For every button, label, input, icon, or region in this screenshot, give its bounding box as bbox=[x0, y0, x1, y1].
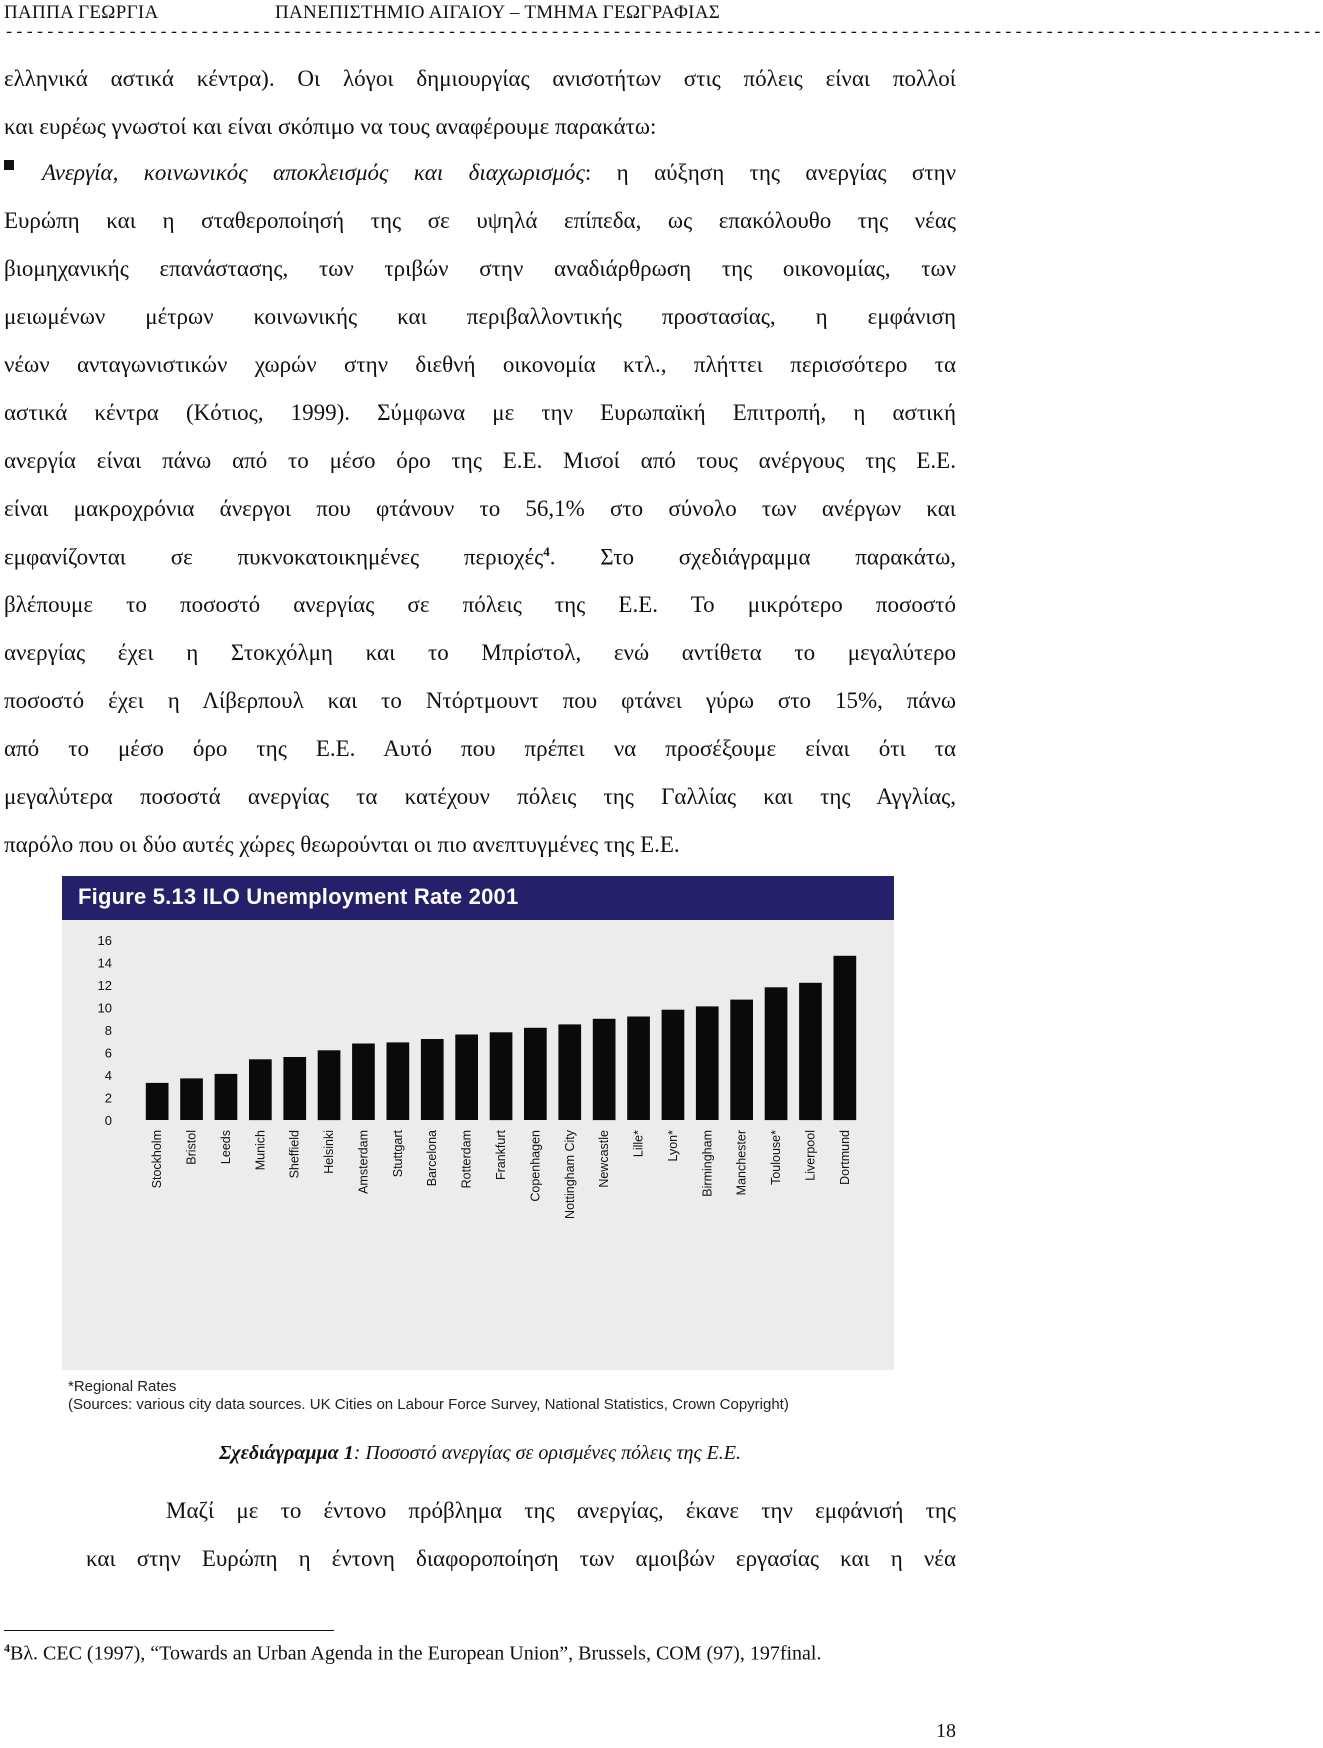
footnote bbox=[4, 1641, 821, 1666]
bar bbox=[490, 1032, 513, 1120]
text-span: εμφανίζονται σε πυκνοκατοικημένες περιοχές bbox=[4, 544, 544, 570]
text-line: αστικά κέντρα (Κότιος, 1999). Σύμφωνα με την Ευρωπαϊκή Επιτροπή, η αστική bbox=[4, 400, 956, 425]
text-line: Ευρώπη και η σταθεροποίησή της σε υψηλά επίπεδα, ως επακόλουθο της νέας bbox=[4, 208, 956, 233]
bar bbox=[799, 983, 822, 1120]
text-span: : η αύξηση της ανεργίας στην bbox=[584, 160, 956, 185]
text-line: μειωμένων μέτρων κοινωνικής και περιβαλλοντικής προστασίας, η εμφάνιση bbox=[4, 304, 956, 329]
y-tick-label: 8 bbox=[104, 1023, 112, 1038]
sources-note: (Sources: various city data sources. UK Cities on Labour Force Survey, National Statistics, Crown Copyright) bbox=[68, 1396, 789, 1413]
y-tick-label: 16 bbox=[97, 933, 112, 948]
bullet-icon bbox=[4, 160, 14, 170]
header-institution: ΠΑΝΕΠΙΣΤΗΜΙΟ ΑΙΓΑΙΟΥ – ΤΜΗΜΑ ΓΕΩΓΡΑΦΙΑΣ bbox=[275, 2, 721, 23]
text-line: ελληνικά αστικά κέντρα). Οι λόγοι δημιουργίας ανισοτήτων στις πόλεις είναι πολλοί bbox=[4, 66, 956, 91]
x-tick-label: Amsterdam bbox=[356, 1130, 371, 1194]
figure bbox=[48, 876, 894, 1421]
text-line: παρόλο που οι δύο αυτές χώρες θεωρούνται οι πιο ανεπτυγμένες της Ε.Ε. bbox=[4, 832, 680, 857]
caption-label: Σχεδιάγραμμα 1 bbox=[218, 1442, 354, 1464]
text-line: μεγαλύτερα ποσοστά ανεργίας τα κατέχουν πόλεις της Γαλλίας και της Αγγλίας, bbox=[4, 784, 956, 809]
y-tick-label: 14 bbox=[97, 955, 112, 971]
bar bbox=[180, 1078, 203, 1120]
figure-title: Figure 5.13 ILO Unemployment Rate 2001 bbox=[78, 884, 519, 909]
x-tick-label: Manchester bbox=[734, 1130, 749, 1196]
bar bbox=[765, 987, 788, 1120]
caption-text: : Ποσοστό ανεργίας σε ορισμένες πόλεις της Ε.Ε. bbox=[353, 1442, 742, 1464]
x-tick-label: Frankfurt bbox=[494, 1130, 508, 1181]
text-line: ανεργία είναι πάνω από το μέσο όρο της Ε.Ε. Μισοί από τους ανέργους της Ε.Ε. bbox=[4, 448, 956, 473]
x-tick-label: Bristol bbox=[184, 1130, 199, 1165]
x-tick-label: Birmingham bbox=[700, 1130, 715, 1197]
x-tick-label: Copenhagen bbox=[528, 1130, 543, 1202]
bar bbox=[283, 1057, 306, 1120]
x-tick-label: Sheffield bbox=[287, 1130, 302, 1179]
x-tick-label: Rotterdam bbox=[459, 1130, 474, 1189]
bar bbox=[352, 1044, 375, 1121]
x-tick-label: Lille* bbox=[631, 1130, 646, 1158]
x-tick-label: Nottingham City bbox=[562, 1130, 577, 1219]
x-tick-label: Helsinki bbox=[322, 1130, 337, 1174]
header-author: ΠΑΠΠΑ ΓΕΩΡΓΙΑ bbox=[4, 2, 159, 23]
bar bbox=[696, 1006, 719, 1120]
regional-rates-note: *Regional Rates bbox=[68, 1378, 177, 1395]
text-line: και ευρέως γνωστοί και είναι σκόπιμο να τους αναφέρουμε παρακάτω: bbox=[4, 114, 657, 139]
x-tick-label: Dortmund bbox=[837, 1130, 852, 1185]
bar bbox=[558, 1024, 581, 1120]
y-tick-label: 4 bbox=[104, 1068, 112, 1083]
footnote-marker: 4 bbox=[543, 544, 550, 559]
y-tick-label: 6 bbox=[104, 1045, 112, 1061]
bar-chart bbox=[62, 920, 894, 1370]
text-line bbox=[42, 160, 956, 186]
bar bbox=[524, 1028, 547, 1120]
bar bbox=[730, 1000, 753, 1120]
text-span: . Στο σχεδιάγραμμα παρακάτω, bbox=[549, 544, 956, 570]
bar bbox=[627, 1017, 650, 1121]
footnote-number: 4 bbox=[4, 1641, 10, 1655]
footnote-text: Βλ. CEC (1997), “Towards an Urban Agenda in the European Union”, Brussels, COM (97), 197final. bbox=[10, 1642, 822, 1665]
x-tick-label: Leeds bbox=[219, 1130, 233, 1165]
figure-title-bar bbox=[62, 876, 894, 920]
figure-caption bbox=[0, 1442, 960, 1465]
y-tick-label: 0 bbox=[104, 1113, 112, 1128]
bar bbox=[387, 1042, 410, 1120]
x-tick-label: Newcastle bbox=[597, 1130, 612, 1188]
text-line: Μαζί με το έντονο πρόβλημα της ανεργίας, έκανε την εμφάνισή της bbox=[166, 1498, 956, 1523]
text-line: είναι μακροχρόνια άνεργοι που φτάνουν το 56,1% στο σύνολο των ανέργων και bbox=[4, 496, 956, 521]
bar bbox=[593, 1019, 616, 1120]
bar bbox=[318, 1050, 341, 1120]
bar bbox=[455, 1035, 478, 1121]
bar bbox=[662, 1010, 685, 1120]
x-tick-label: Munich bbox=[253, 1130, 268, 1171]
x-tick-label: Toulouse* bbox=[769, 1130, 783, 1185]
y-tick-label: 10 bbox=[97, 1000, 112, 1016]
text-line: νέων ανταγωνιστικών χωρών στην διεθνή οικονομία κτλ., πλήττει περισσότερο τα bbox=[4, 352, 956, 377]
header-dashed-rule: -------------------------------------------------------------------------------------------------------------------------------- bbox=[4, 24, 1323, 43]
bar bbox=[421, 1039, 444, 1120]
bar bbox=[146, 1083, 169, 1120]
text-line bbox=[4, 544, 956, 571]
footnote-rule bbox=[4, 1630, 334, 1631]
bar bbox=[249, 1059, 272, 1120]
text-line: βιομηχανικής επανάστασης, των τριβών στην αναδιάρθρωση της οικονομίας, των bbox=[4, 256, 956, 281]
text-line: από το μέσο όρο της Ε.Ε. Αυτό που πρέπει να προσέξουμε είναι ότι τα bbox=[4, 736, 956, 761]
x-tick-label: Stockholm bbox=[150, 1130, 165, 1189]
bar bbox=[215, 1074, 238, 1120]
x-tick-label: Liverpool bbox=[803, 1130, 818, 1181]
x-tick-label: Stuttgart bbox=[390, 1130, 405, 1178]
text-line: και στην Ευρώπη η έντονη διαφοροποίηση των αμοιβών εργασίας και η νέα bbox=[86, 1546, 956, 1571]
page-header bbox=[0, 0, 1323, 60]
figure-note bbox=[68, 1378, 789, 1414]
text-line: ανεργίας έχει η Στοκχόλμη και το Μπρίστολ, ενώ αντίθετα το μεγαλύτερο bbox=[4, 640, 956, 665]
y-tick-label: 12 bbox=[97, 978, 112, 993]
x-tick-label: Lyon* bbox=[665, 1130, 680, 1162]
text-line: βλέπουμε το ποσοστό ανεργίας σε πόλεις της Ε.Ε. Το μικρότερο ποσοστό bbox=[4, 592, 956, 617]
bar bbox=[834, 956, 857, 1120]
x-tick-label: Barcelona bbox=[425, 1130, 440, 1187]
text-line: ποσοστό έχει η Λίβερπουλ και το Ντόρτμουντ που φτάνει γύρω στο 15%, πάνω bbox=[4, 688, 956, 713]
page-number: 18 bbox=[936, 1720, 956, 1742]
y-tick-label: 2 bbox=[104, 1090, 112, 1106]
italic-heading: Ανεργία, κοινωνικός αποκλεισμός και διαχωρισμός bbox=[42, 160, 585, 185]
